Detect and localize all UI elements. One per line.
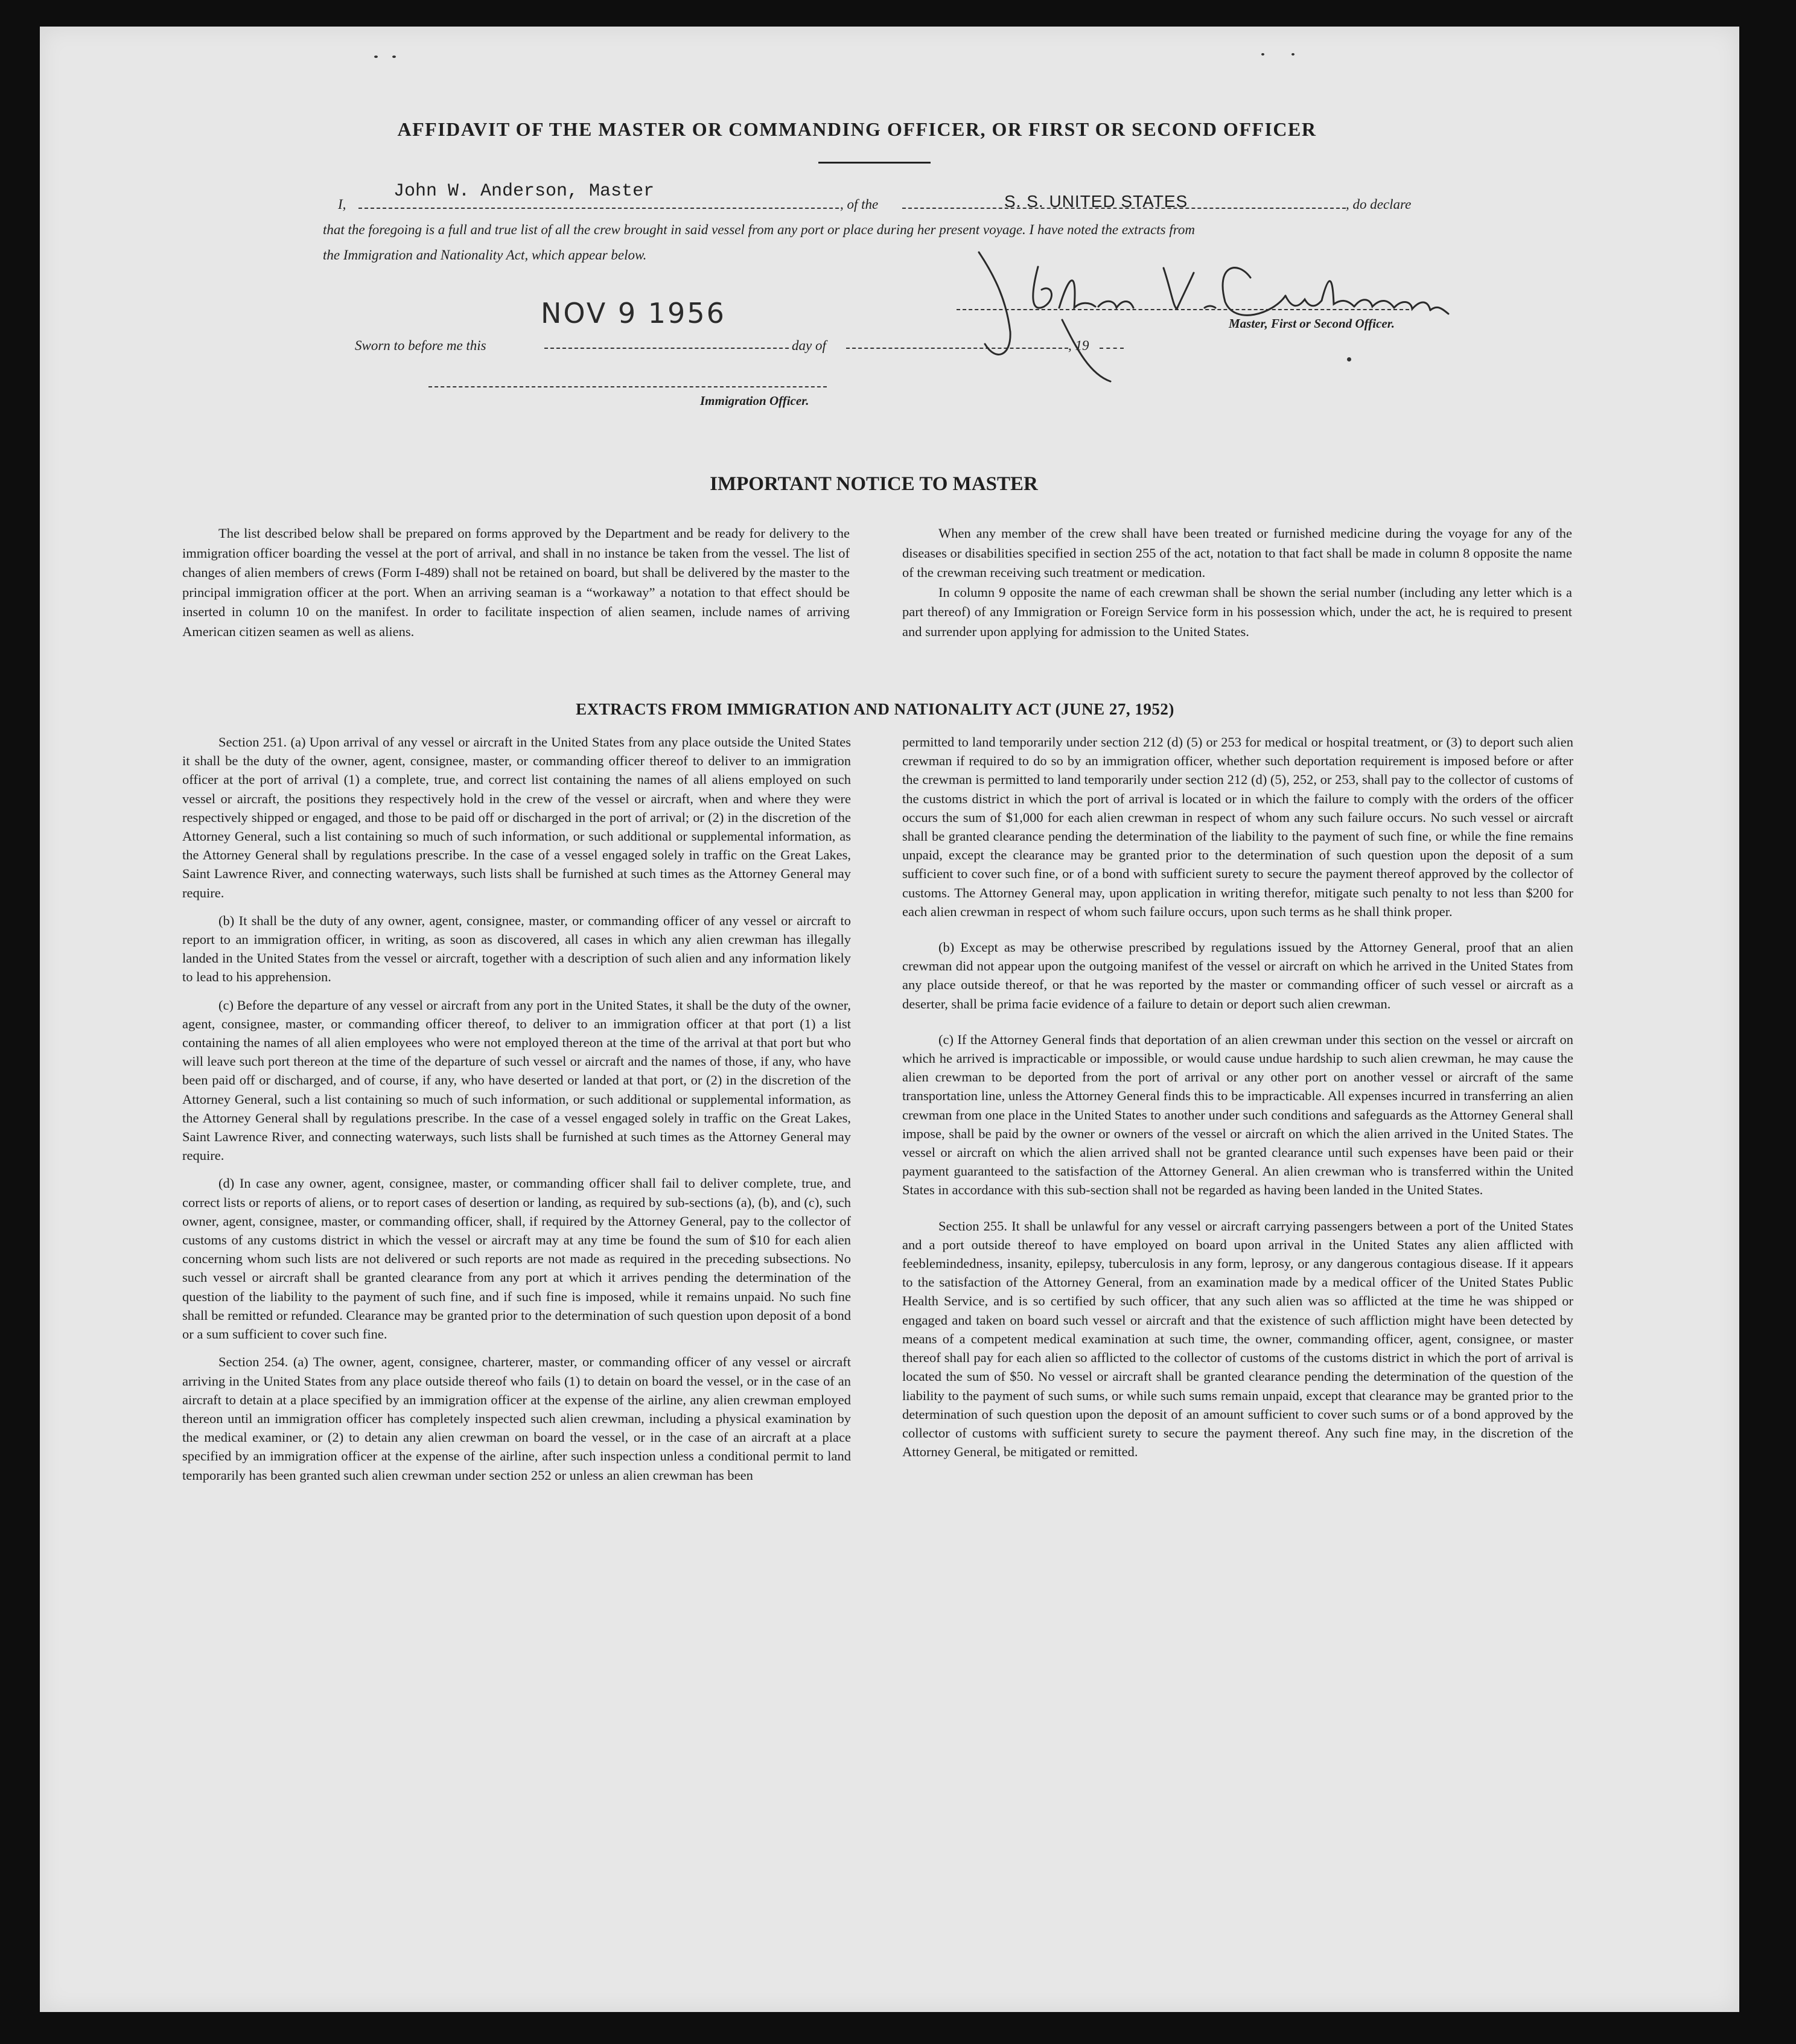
date-stamp: NOV 9 1956 — [541, 297, 726, 330]
notice-title: IMPORTANT NOTICE TO MASTER — [710, 473, 1038, 495]
handwritten-signature — [972, 241, 1454, 386]
do-declare-label: , do declare — [1346, 197, 1412, 212]
notice-right-paragraph-2: In column 9 opposite the name of each crewman shall be shown the serial number (including any letter which is a part thereof) of any Immigration or Foreign Service form in his possession which, under the act, he is required to present and surrender upon applying for admission to the United States. — [902, 584, 1572, 639]
notice-left-paragraph: The list described below shall be prepared on forms approved by the Department and be ready for delivery to the immigration officer boarding the vessel at the port of arrival, and shall in no instance be taken from the vessel. The list of changes of alien members of crews (Form I-489) shall not be retained on board, but shall be delivered by the master to the principal immigration officer at the port. When an arriving seaman is a “workaway” a notation to that effect should be inserted in column 10 on the manifest. In order to facilitate inspection of alien seamen, include names of arriving American citizen seamen as well as aliens. — [182, 526, 850, 639]
title-divider — [818, 162, 931, 164]
year-label: , 19 — [1068, 338, 1089, 353]
master-name: John W. Anderson, Master — [393, 181, 655, 202]
notice-right-paragraph-1: When any member of the crew shall have been treated or furnished medicine during the voyage for any of the diseases or disabilities specified in section 255 of the act, notation to that fact shall be made in column 8 opposite the name of the crewman receiving such treatment or medication. — [902, 526, 1572, 581]
scan-mark — [392, 56, 396, 58]
notice-left-column — [182, 524, 850, 642]
of-the-label: , of the — [840, 197, 879, 212]
day-of-label: day of — [792, 338, 826, 353]
section-254-a: Section 254. (a) The owner, agent, consignee, charterer, master, or commanding officer of any vessel or aircraft arriving in the United States from any place outside thereof who fails (1) to detain on board the vessel, or in the case of an aircraft to detain at a place specified by an immigration officer at the expense of the airline, any alien crewman employed thereon until an immigration officer has completely inspected such alien crewman, including a physical examination by the medical examiner, or (2) to detain any alien crewman on board the vessel, or in the case of an aircraft at a place specified by an immigration officer at the expense of the airline, after such inspection unless a conditional permit to land temporarily has been granted such alien crewman under section 252 or unless an alien crewman has been — [182, 1354, 851, 1483]
section-251-b: (b) It shall be the duty of any owner, agent, consignee, master, or commanding officer of any vessel or aircraft to report to an immigration officer, in writing, as soon as discovered, all cases in which any alien crewman has illegally landed in the United States from the vessel or aircraft, together with a description of such alien and any information likely to lead to his apprehension. — [182, 912, 851, 985]
extracts-title: EXTRACTS FROM IMMIGRATION AND NATIONALITY ACT (JUNE 27, 1952) — [576, 700, 1174, 718]
vessel-name: S. S. UNITED STATES — [1004, 192, 1188, 211]
section-251-a: Section 251. (a) Upon arrival of any vessel or aircraft in the United States from any place outside the United States it shall be the duty of the owner, agent, consignee, master, or commanding officer thereof to deliver to an immigration officer at the port of arrival (1) a complete, true, and correct list containing the names of all aliens employed on such vessel or aircraft, the positions they respectively hold in the crew of the vessel or aircraft, when and where they were respectively shipped or engaged, and those to be paid off or discharged in the port of arrival; or (2) in the discretion of the Attorney General, such a list containing so much of such information, or such additional or supplemental information, as the Attorney General shall by regulations prescribe. In the case of a vessel engaged solely in traffic on the Great Lakes, Saint Lawrence River, and connecting waterways, such lists shall be furnished at such times as the Attorney General may require. — [182, 734, 851, 900]
section-254-b: (b) Except as may be otherwise prescribed by regulations issued by the Attorney General, proof that an alien crewman did not appear upon the outgoing manifest of the vessel or aircraft on which he arrived in the United States from any place outside thereof, or that he was reported by the master or commanding officer of such vessel or aircraft as a deserter, shall be prima facie evidence of a failure to detain or deport such alien crewman. — [902, 940, 1573, 1011]
extracts-right-column — [902, 733, 1573, 1461]
officer-label: Immigration Officer. — [700, 393, 809, 408]
scan-mark — [1261, 53, 1264, 56]
section-251-d: (d) In case any owner, agent, consignee, master, or commanding officer shall fail to deliver complete, true, and correct lists or reports of aliens, or to report cases of desertion or landing, as required by sub-sections (a), (b), and (c), such owner, agent, consignee, master, or commanding officer, shall, if required by the Attorney General, pay to the collector of customs of any customs district in which the vessel or aircraft may at any time be found the sum of $10 for each alien concerning whom such lists are not delivered or such reports are not made as required in the preceding subsections. No such vessel or aircraft shall be granted clearance from any port at which it arrives pending the determination of the question of the liability to the payment of such fine, and if such fine is imposed, while it remains unpaid. No such fine shall be remitted or refunded. Clearance may be granted prior to the determination of such question upon deposit of a bond or a sum sufficient to cover such fine. — [182, 1176, 851, 1342]
scan-mark — [374, 56, 378, 58]
section-254-a-continued: permitted to land temporarily under section 212 (d) (5) or 253 for medical or hospital treatment, or (3) to deport such alien crewman if required to do so by an immigration officer, whether such deportation requirement is imposed before or after the crewman is permitted to land temporarily under section 212 (d) (5), 252, or 253, shall pay to the collector of customs of the customs district in which the port of arrival is located or in which the failure to comply with the orders of the officer occurs the sum of $1,000 for each alien crewman in respect of whom any such failure occurs. No such vessel or aircraft shall be granted clearance pending the determination of the liability to the payment of such fine, or while the fine remains unpaid, except the clearance may be granted prior to the determination of such question upon the deposit of a sum sufficient to cover such fine, or of a bond with sufficient surety to secure the payment thereof approved by the collector of customs. The Attorney General may, upon application in writing therefor, mitigate such penalty to not less than $200 for each alien crewman in respect of whom such failure occurs, upon such terms as he shall think proper. — [902, 734, 1573, 919]
officer-signature-line[interactable] — [428, 379, 827, 387]
notice-right-column — [902, 524, 1572, 642]
sworn-label: Sworn to before me this — [355, 338, 486, 353]
signature-label: Master, First or Second Officer. — [1229, 316, 1395, 331]
extracts-left-column — [182, 733, 851, 1485]
scan-mark — [1291, 53, 1294, 56]
affidavit-prefix: I, — [338, 197, 346, 212]
section-255: Section 255. It shall be unlawful for any vessel or aircraft carrying passengers between a port of the United States and a port outside thereof to have employed on board upon arrival in the United States any alien afflicted with feeblemindedness, insanity, epilepsy, tuberculosis in any form, leprosy, or any dangerous contagious disease. If it appears to the satisfaction of the Attorney General, from an examination made by a medical officer of the United States Public Health Service, and is so certified by such officer, that any such alien was so afflicted at the time he was shipped or engaged and taken on board such vessel or aircraft and that the existence of such affliction might have been detected by means of a competent medical examination at such time, the owner, commanding officer, agent, consignee, or master thereof shall pay for each alien so afflicted to the collector of customs of the customs district in which the port of arrival is located the sum of $50. No vessel or aircraft shall be granted clearance pending the determination of the question of the liability to the payment of such sums, or while such sums remain unpaid, except that clearance may be granted prior to the determination of such question upon the deposit of an amount sufficient to cover such sums or of a bond approved by the collector of customs with sufficient surety to secure the payment thereof. Any such fine may, in the discretion of the Attorney General, be mitigated or remitted. — [902, 1218, 1573, 1460]
declaration-line-1: that the foregoing is a full and true list of all the crew brought in said vessel from any port or place during her present voyage. I have noted the extracts from — [323, 222, 1195, 237]
affidavit-title: AFFIDAVIT OF THE MASTER OR COMMANDING OFFICER, OR FIRST OR SECOND OFFICER — [397, 118, 1317, 140]
sworn-day-field[interactable] — [544, 337, 789, 349]
section-254-c: (c) If the Attorney General finds that deportation of an alien crewman under this section on the vessel or aircraft on which he arrived is impracticable or impossible, or would cause undue hardship to such alien crewman, he may cause the alien crewman to be deported from the port of arrival or any other port on another vessel or aircraft of the same transportation line, unless the Attorney General finds this to be impracticable. All expenses incurred in transferring an alien crewman from one place in the United States to another under such conditions and safeguards as the Attorney General shall impose, shall be paid by the owner or owners of the vessel or aircraft on which the alien arrived in the United States. The vessel or aircraft on which the alien arrived shall not be granted clearance until such expenses have been paid or their payment guaranteed to the satisfaction of the Attorney General. An alien crewman who is transferred within the United States in accordance with this sub-section shall not be regarded as having been landed in the United States. — [902, 1031, 1573, 1198]
section-251-c: (c) Before the departure of any vessel or aircraft from any port in the United States, it shall be the duty of the owner, agent, consignee, master, or commanding officer thereof, to deliver to an immigration officer at that port (1) a list containing the names of all alien employees who were not employed thereon at the time of the arrival at that port but who will leave such port thereon at the time of the departure of such vessel or aircraft and the names of those, if any, who have been paid off or discharged, and of course, if any, who have deserted or landed at that port, or (2) in the discretion of the Attorney General, such a list containing so much of such information, or such additional or supplemental information, as the Attorney General shall by regulations prescribe. In the case of a vessel engaged solely in traffic on the Great Lakes, Saint Lawrence River, and connecting waterways, such lists shall be furnished at such times as the Attorney General may require. — [182, 997, 851, 1164]
declaration-line-2: the Immigration and Nationality Act, which appear below. — [323, 247, 647, 263]
